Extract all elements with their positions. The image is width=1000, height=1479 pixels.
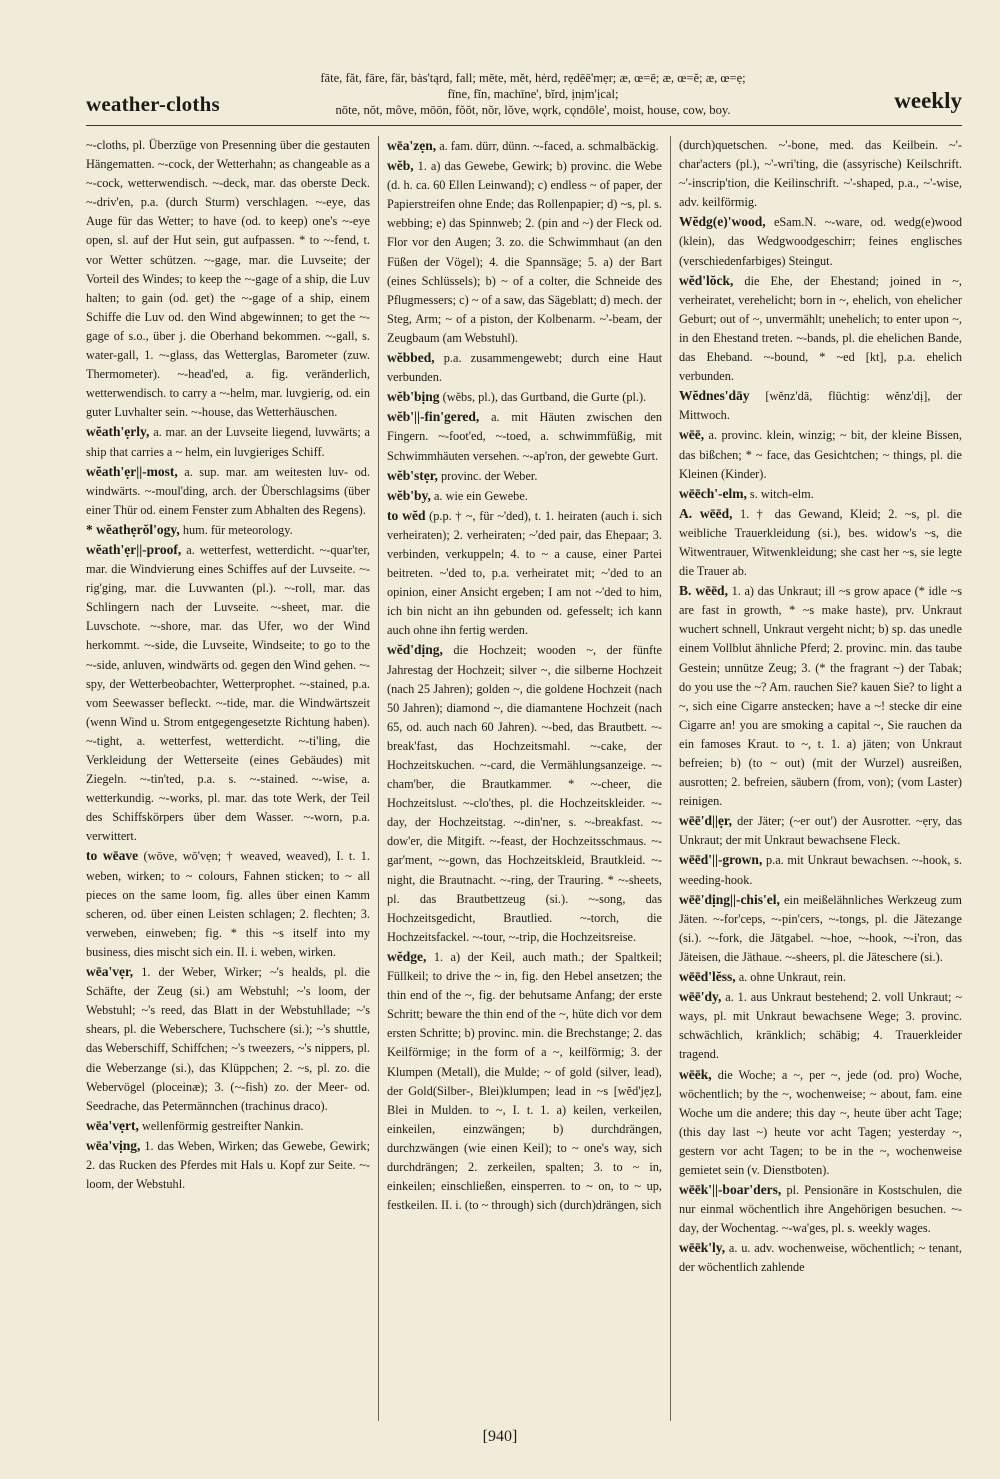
dictionary-entry — [679, 504, 962, 581]
dictionary-entry — [86, 422, 370, 461]
entry-definition: p.a. mit Unkraut bewachsen. ~-hook, s. weeding-hook. — [679, 853, 962, 887]
entry-definition: hum. für meteorology. — [182, 522, 293, 537]
entry-definition: die Woche; a ~, per ~, jede (od. pro) Woche, wöchentlich; by the ~, wochenweise; ~ about, fam. eine Woche um die andere; this day ~, heute über acht Tage; (this day last ~) heute vor acht Tagen; yesterday ~, gestern vor acht Tagen; to be in the ~, wochenweise gemietet sein (v. Dienstboten). — [679, 1067, 962, 1177]
dictionary-entry — [86, 520, 370, 540]
dictionary-entry — [679, 987, 962, 1064]
pron-key-line: nōte, nŏt, môve, mōōn, fŏŏt, nŏr, lŏve, wǫrk, cǫndōle', moist, house, cow, boy. — [335, 103, 731, 117]
column-2 — [378, 136, 670, 1421]
dictionary-entry — [679, 1238, 962, 1277]
dictionary-entry — [679, 1065, 962, 1181]
entry-definition: die Ehe, der Ehestand; joined in ~, verheiratet, verehelicht; born in ~, ehelich, von ehelicher Geburt; out of ~, unvermählt; unehelich; to enter upon ~, in den Ehestand treten. ~-bands, pl. die ehelichen Bande, das Eheband. ~-bound, * ~ed [kt], p.a. ehelich verbunden. — [679, 273, 962, 384]
entry-definition: pl. Pensionäre in Kostschulen, die nur einmal wöchentlich ihre Angehörigen besuchen. ~-day, der Wochentag. ~-wa'ges, pl. s. weekly wages. — [679, 1183, 962, 1236]
entry-headword: wēēk'||-boar'ders, — [679, 1182, 782, 1198]
header-rule — [86, 125, 962, 126]
dictionary-entry — [387, 136, 662, 156]
entry-headword: wēēk'ly, — [679, 1240, 726, 1256]
dictionary-entry — [679, 811, 962, 850]
dictionary-entry — [679, 212, 962, 270]
dictionary-entry — [387, 407, 662, 465]
dictionary-entry — [86, 846, 370, 962]
dictionary-entry — [86, 1116, 370, 1136]
entry-definition: a. wie ein Gewebe. — [433, 488, 528, 503]
entry-headword: wēē'd||ẹr, — [679, 813, 733, 829]
entry-definition: ~-cloths, pl. Überzüge von Presenning über die gestauten Hängematten. ~-cock, der Wetterhahn; as changeable as a ~-cock, wetterwendisch. ~-deck, mar. das oberste Deck. ~-driv'en, p.a. (durch Sturm) verschlagen. ~-eye, das Auge für das Wetter; to have (od. to keep) one's ~-eye open, sl. auf der Hut sein, gut aufpassen. * to ~-fend, t. vor Wetter schützen. ~-gage, mar. die Luvseite; der Vorteil des Windes; to keep the ~-gage of a ship, die Luv halten; to gain (od. get) the ~-gage of a ship, einem Schiffe die Luv od. den Wind abgewinnen; to get the ~-gage of s.o., über j. die Oberhand bekommen. ~-gall, s. water-gall, 1. ~-glass, das Wetterglas, Barometer (zuw. Thermometer). ~-head'ed, a. fig. veränderlich, wetterwendisch. to carry a ~-helm, mar. luvgierig, od. ein guter Luvhalter sein. ~-house, das Wetterhäuschen. — [86, 138, 370, 420]
entry-headword: wēē'dịng||-chis'el, — [679, 891, 780, 907]
entry-definition: (durch)quetschen. ~'-bone, med. das Keilbein. ~'-char'acters (pl.), ~'-wri'ting, die (assyrische) Keilschrift. ~'-inscrip'tion, die Keilinschrift. ~'-shaped, p.a., ~'-wise, adv. keilförmig. — [679, 138, 962, 210]
dictionary-entry — [86, 540, 370, 847]
dictionary-entry — [86, 1136, 370, 1194]
entry-headword: * wĕathẹrŏl'ogy, — [86, 521, 180, 537]
entry-definition: die Hochzeit; wooden ~, der fünfte Jahrestag der Hochzeit; silver ~, die silberne Hochzeit (nach 25 Jahren); golden ~, die goldene Hochzeit (nach 50 Jahren); diamond ~, die diamantene Hochzeit (nach 65, od. auch nach 60 Jahren). ~-bed, das Brautbett. ~-break'fast, das Hochzeitsmahl. ~-cake, der Hochzeitskuchen. ~-card, die Vermählungsanzeige. ~-cham'ber, die Brautkammer. * ~-cheer, die Hochzeitslust. ~-clo'thes, pl. die Hochzeitskleider. ~-day, der Hochzeitstag. ~-din'ner, s. ~-breakfast. ~-dow'er, die Mitgift. ~-feast, der Hochzeitsschmaus. ~-gar'ment, ~-gown, das Hochzeitskleid, Brautkleid. ~-night, die Brautnacht. ~-ring, der Trauring. * ~-sheets, pl. das Brautbettzeug (si.). ~-song, das Hochzeitsgedicht, Brautlied. ~-torch, die Hochzeitsfackel. ~-tour, ~-trip, die Hochzeitsreise. — [387, 643, 663, 944]
dictionary-entry — [679, 1180, 962, 1238]
dictionary-entry — [86, 136, 370, 422]
pron-key-line: fāte, făt, fāre, fär, bȧs'tąrd, fall; mēte, mĕt, hėrd, rẹdēē'mẹr; æ, œ=ē; æ, œ=ĕ; æ, œ=ẹ; — [320, 71, 746, 85]
entry-headword: wĕbbed, — [387, 350, 435, 366]
dictionary-entry — [679, 581, 962, 811]
entry-headword: wēa'vẹr, — [86, 964, 134, 980]
dictionary-entry — [679, 850, 962, 889]
entry-headword: wēēch'-elm, — [679, 485, 747, 501]
entry-headword: wĕb'bịng — [387, 389, 440, 405]
entry-headword: wēē'dy, — [679, 989, 722, 1005]
entry-definition: (wōve, wō'vẹn; † weaved, weaved), I. t. 1. weben, wirken; to ~ colours, Fahnen sticken; to ~ all pieces on the same loom, fig. alles über einen Kamm scheren, od. über einen Leisten schlagen; 2. flechten; 3. verweben, einweben; fig. * this ~s itself into my business, dies mischt sich ein. II. i. weben, wirken. — [86, 849, 370, 959]
entry-headword: wĕd'dịng, — [387, 642, 443, 658]
entry-headword: wēēk, — [679, 1066, 712, 1082]
entry-definition: a. wetterfest, wetterdicht. ~-quar'ter, mar. die Windvierung eines Schiffes auf der Luvseite. ~-rig'ging, mar. die Luvwanten (pl.). ~-roll, mar. das Schlingern nach der Luvseite. ~-sheet, mar. die Luvschote. ~-shore, mar. das Ufer, wo der Wind herkommt. ~-side, die Luvseite, Windseite; to go to the ~-side, anluven, windwärts od. gegen den Wind gehen. ~-spy, der Wetterbeobachter, Wetterprophet. ~-stained, p.a. vom Seewasser befleckt. ~-tide, mar. die Windwärtszeit (wenn Wind u. Strom entgegengesetzte Richtung haben). ~-tight, a. wetterfest, wetterdicht. ~-ti'ling, die Verkleidung der Wetterseite (eines Gebäudes) mit Ziegeln. ~-tin'ted, p.a. s. ~-stained. ~-wise, a. wetterkundig. ~-works, pl. mar. das tote Werk, der Teil des Schiffskörpers über dem Wasser. ~-worn, p.a. verwittert. — [86, 542, 370, 844]
entry-headword: B. wēēd, — [679, 583, 728, 599]
entry-headword: wēa'vịng, — [86, 1137, 141, 1153]
entry-definition: a. mar. an der Luvseite liegend, luvwärts; a ship that carries a ~ helm, ein luvgieriges Schiff. — [86, 425, 370, 459]
dictionary-entry — [387, 156, 662, 348]
dictionary-entry — [387, 640, 662, 947]
dictionary-entry — [679, 967, 962, 987]
entry-headword: Wĕdnes'dāy — [679, 388, 750, 404]
entry-headword: wĕb'stẹr, — [387, 467, 438, 483]
entry-columns — [86, 136, 962, 1421]
entry-headword: wĕb'by, — [387, 487, 431, 503]
pronunciation-key — [238, 70, 828, 118]
entry-headword: wēēd'lĕss, — [679, 969, 736, 985]
entry-definition: der Jäter; (~er out') der Ausrotter. ~ẹry, das Unkraut; der mit Unkraut bewachsene Fleck. — [679, 814, 962, 848]
entry-definition: (wĕbs, pl.), das Gurtband, die Gurte (pl.). — [442, 390, 647, 405]
entry-definition: a. ohne Unkraut, rein. — [738, 970, 846, 985]
dictionary-entry — [86, 462, 370, 520]
dictionary-entry — [387, 466, 662, 486]
entry-headword: A. wēēd, — [679, 505, 733, 521]
entry-definition: [wĕnz'dā, flüchtig: wĕnz'dị], der Mittwoch. — [679, 389, 962, 423]
entry-definition: provinc. der Weber. — [440, 468, 538, 483]
dictionary-entry — [387, 506, 662, 641]
entry-definition: p.a. zusammengewebt; durch eine Haut verbunden. — [387, 351, 662, 385]
entry-headword: wĕb, — [387, 158, 414, 174]
pron-key-line: fīne, fĭn, machīne', bĭrd, ịnịm'ịcal; — [447, 87, 619, 101]
entry-definition: 1. das Weben, Wirken; das Gewebe, Gewirk; 2. das Rucken des Pferdes mit Hals u. Kopf zur Seite. ~-loom, der Webstuhl. — [86, 1138, 371, 1192]
entry-headword: wēē, — [679, 427, 705, 443]
dictionary-entry — [387, 486, 662, 506]
entry-headword: wĕath'ẹr||-most, — [86, 463, 178, 479]
entry-definition: a. fam. dürr, dünn. ~-faced, a. schmalbäckig. — [439, 139, 659, 153]
page-number: [940] — [482, 1428, 518, 1445]
entry-headword: wēa'zẹn, — [387, 138, 437, 153]
entry-headword: wĕd'lŏck, — [679, 272, 734, 288]
dictionary-entry — [679, 136, 962, 212]
entry-headword: wĕath'ẹr||-proof, — [86, 541, 182, 557]
column-1 — [86, 136, 378, 1421]
guide-word-right: weekly — [894, 88, 962, 113]
entry-definition: s. witch-elm. — [749, 486, 814, 501]
entry-definition: a. sup. mar. am weitesten luv- od. windwärts. ~-moul'ding, arch. der Überschlagsims (über einer Thür od. einem Fenster zum Abhalten des Regens). — [86, 464, 370, 517]
entry-definition: 1. a) das Unkraut; ill ~s grow apace (* idle ~s are fast in growth, * ~s make haste), prv. Unkraut wuchert schnell, Unkraut vergeht nicht; b) sp. das unedle einem Vollblut ähnliche Pferd; 2. provinc. min. das taube Gestein; unnütze Zeug; 3. (* the fragrant ~) der Tabak; do you use the ~? Am. rauchen Sie? kauen Sie? to light a ~, sich eine Cigarre anstecken; have a ~! stecke dir eine Cigarre an! you are smoking a capital ~, Sie rauchen da ein famoses Kraut. to ~, t. 1. a) jäten; von Unkraut befreien; b) (to ~ out) (mit der Wurzel) ausreißen, ausrotten; 2. befreien, säubern (from, von); (vom Laster) reinigen. — [679, 584, 962, 809]
dictionary-entry — [679, 425, 962, 483]
entry-headword: to wēave — [86, 848, 139, 864]
dictionary-entry — [86, 962, 370, 1116]
entry-headword: Wĕdg(e)'wood, — [679, 214, 766, 230]
entry-headword: wēēd'||-grown, — [679, 852, 763, 868]
entry-definition: a. 1. aus Unkraut bestehend; 2. voll Unkraut; ~ ways, pl. mit Unkraut bewachsene Wege; 3. provinc. schwächlich, kränklich; schäbig; 4. Trauerkleider tragend. — [679, 990, 962, 1062]
dictionary-entry — [387, 387, 662, 407]
dictionary-entry — [679, 484, 962, 504]
dictionary-entry — [387, 947, 662, 1215]
column-3 — [670, 136, 962, 1421]
entry-headword: wĕath'ẹrly, — [86, 424, 150, 440]
entry-definition: 1. a) der Keil, auch math.; der Spaltkeil; Füllkeil; to drive the ~ in, fig. den Hebel ansetzen; the thin end of the ~, fig. der behutsame Anfang; der erste Schritt; beware the thin end of the ~, hüte dich vor dem ersten Schritte; b) provinc. min. die Brechstange; 2. das Keilförmige; in the form of a ~, keilförmig; 3. der Klumpen (Metall), die Mulde; ~ of gold (silver, lead), der Gold(Silber-, Blei)klumpen; lead in ~s [wĕd'jẹz], Blei in Mulden. to ~, I. t. 1. a) keilen, verkeilen, einkeilen, einzwängen; b) durchdrängen, durchzwängen (wie einen Keil); to ~ one's way, sich durchdrängen; 2. zerkeilen, spalten; 3. to ~ in, einkeilen; einschließen, einsperren. to ~ on, to ~ up, festkeilen. II. i. (to ~ through) sich (durch)drängen, sich — [387, 949, 663, 1213]
entry-headword: wēa'vẹrt, — [86, 1117, 139, 1133]
entry-definition: 1. a) das Gewebe, Gewirk; b) provinc. die Webe (d. h. ca. 60 Ellen Leinwand); c) endless ~ of paper, der Papierstreifen ohne Ende; das Rollenpapier; d) ~s, pl. s. webbing; e) das Spinnweb; 2. (pin and ~) der Fleck od. Flor vor den Augen; 3. zo. die Schwimmhaut (an den Füßen der Vögel); 4. die Spannsäge; 5. a) der Bart (eines Schlüssels); b) ~ of a colter, die Schneide des Pflugmessers; c) ~ of a saw, das Sägeblatt; d) mech. der Steg, Arm; ~ of a piston, der Kolbenarm. ~'-beam, der Zeugbaum (am Webstuhl). — [387, 159, 663, 345]
entry-definition: ein meißelähnliches Werkzeug zum Jäten. ~-for'ceps, ~-pin'cers, ~-tongs, pl. die Jätezange (si.). ~-fork, die Jätgabel. ~-hoe, ~-hook, ~-i'ron, das Jäteisen, die Jäthaue. ~-sheers, pl. die Jäteschere (si.). — [679, 892, 962, 964]
guide-word-left: weather-cloths — [86, 92, 220, 116]
entry-definition: 1. der Weber, Wirker; ~'s healds, pl. die Schäfte, der Zeug (si.) am Webstuhl; ~'s loom, der Webstuhl; ~'s reed, das Blatt in der Webstuhllade; ~'s shears, pl. die Weberschere, Tuchschere (si.); ~'s shuttle, das Weberschiff, Schiffchen; ~'s tweezers, ~'s nippers, pl. die Weberzange (si.), das Klüppchen; 2. ~s, pl. zo. die Webervögel (ploceinæ); 3. (~-fish) zo. der Meer- od. Seedrache, das Petermännchen (trachinus draco). — [86, 965, 370, 1113]
entry-definition: a. u. adv. wochenweise, wöchentlich; ~ tenant, der wöchentlich zahlende — [679, 1241, 962, 1275]
entry-headword: to wĕd — [387, 507, 426, 523]
entry-headword: wĕdge, — [387, 948, 427, 964]
entry-definition: (p.p. † ~, für ~'ded), t. 1. heiraten (auch i. sich verheiraten); 2. verheiraten; ~'ded pair, das Ehepaar; 3. verbinden, verkuppeln; 4. to ~ a cause, einer Partei beitreten. ~'ded to, p.a. verheiratet mit; ~'ded to an opinion, einer Ansicht ergeben; I am not ~'ded to him, ich bin nicht an ihn gebunden od. gefesselt; ich kann auch ohne ihn fertig werden. — [387, 508, 663, 638]
entry-definition: a. mit Häuten zwischen den Fingern. ~-foot'ed, ~-toed, a. schwimmfüßig, mit Schwimmhäuten versehen. ~-ap'ron, der gewebte Gurt. — [387, 410, 662, 463]
entry-definition: a. provinc. klein, winzig; ~ bit, der kleine Bissen, das bißchen; * ~ face, das Gesichtchen; ~ things, pl. die Kleinen (Kinder). — [679, 428, 962, 481]
dictionary-entry — [679, 890, 962, 967]
entry-headword: wĕb'||-fin'gered, — [387, 409, 480, 425]
dictionary-entry — [679, 271, 962, 387]
entry-definition: wellenförmig gestreifter Nankin. — [141, 1118, 304, 1133]
dictionary-entry — [679, 386, 962, 425]
entry-definition: eSam.N. ~-ware, od. wedg(e)wood (klein), das Wedgwoodgeschirr; feines englisches (verschiedenfarbiges) Steingut. — [679, 215, 962, 268]
entry-definition: 1. † das Gewand, Kleid; 2. ~s, pl. die weibliche Trauerkleidung (si.), bes. widow's ~s, die Witwentrauer, Witwenkleidung; she cast her ~s, sie legte die Trauer ab. — [679, 506, 962, 579]
dictionary-entry — [387, 348, 662, 387]
